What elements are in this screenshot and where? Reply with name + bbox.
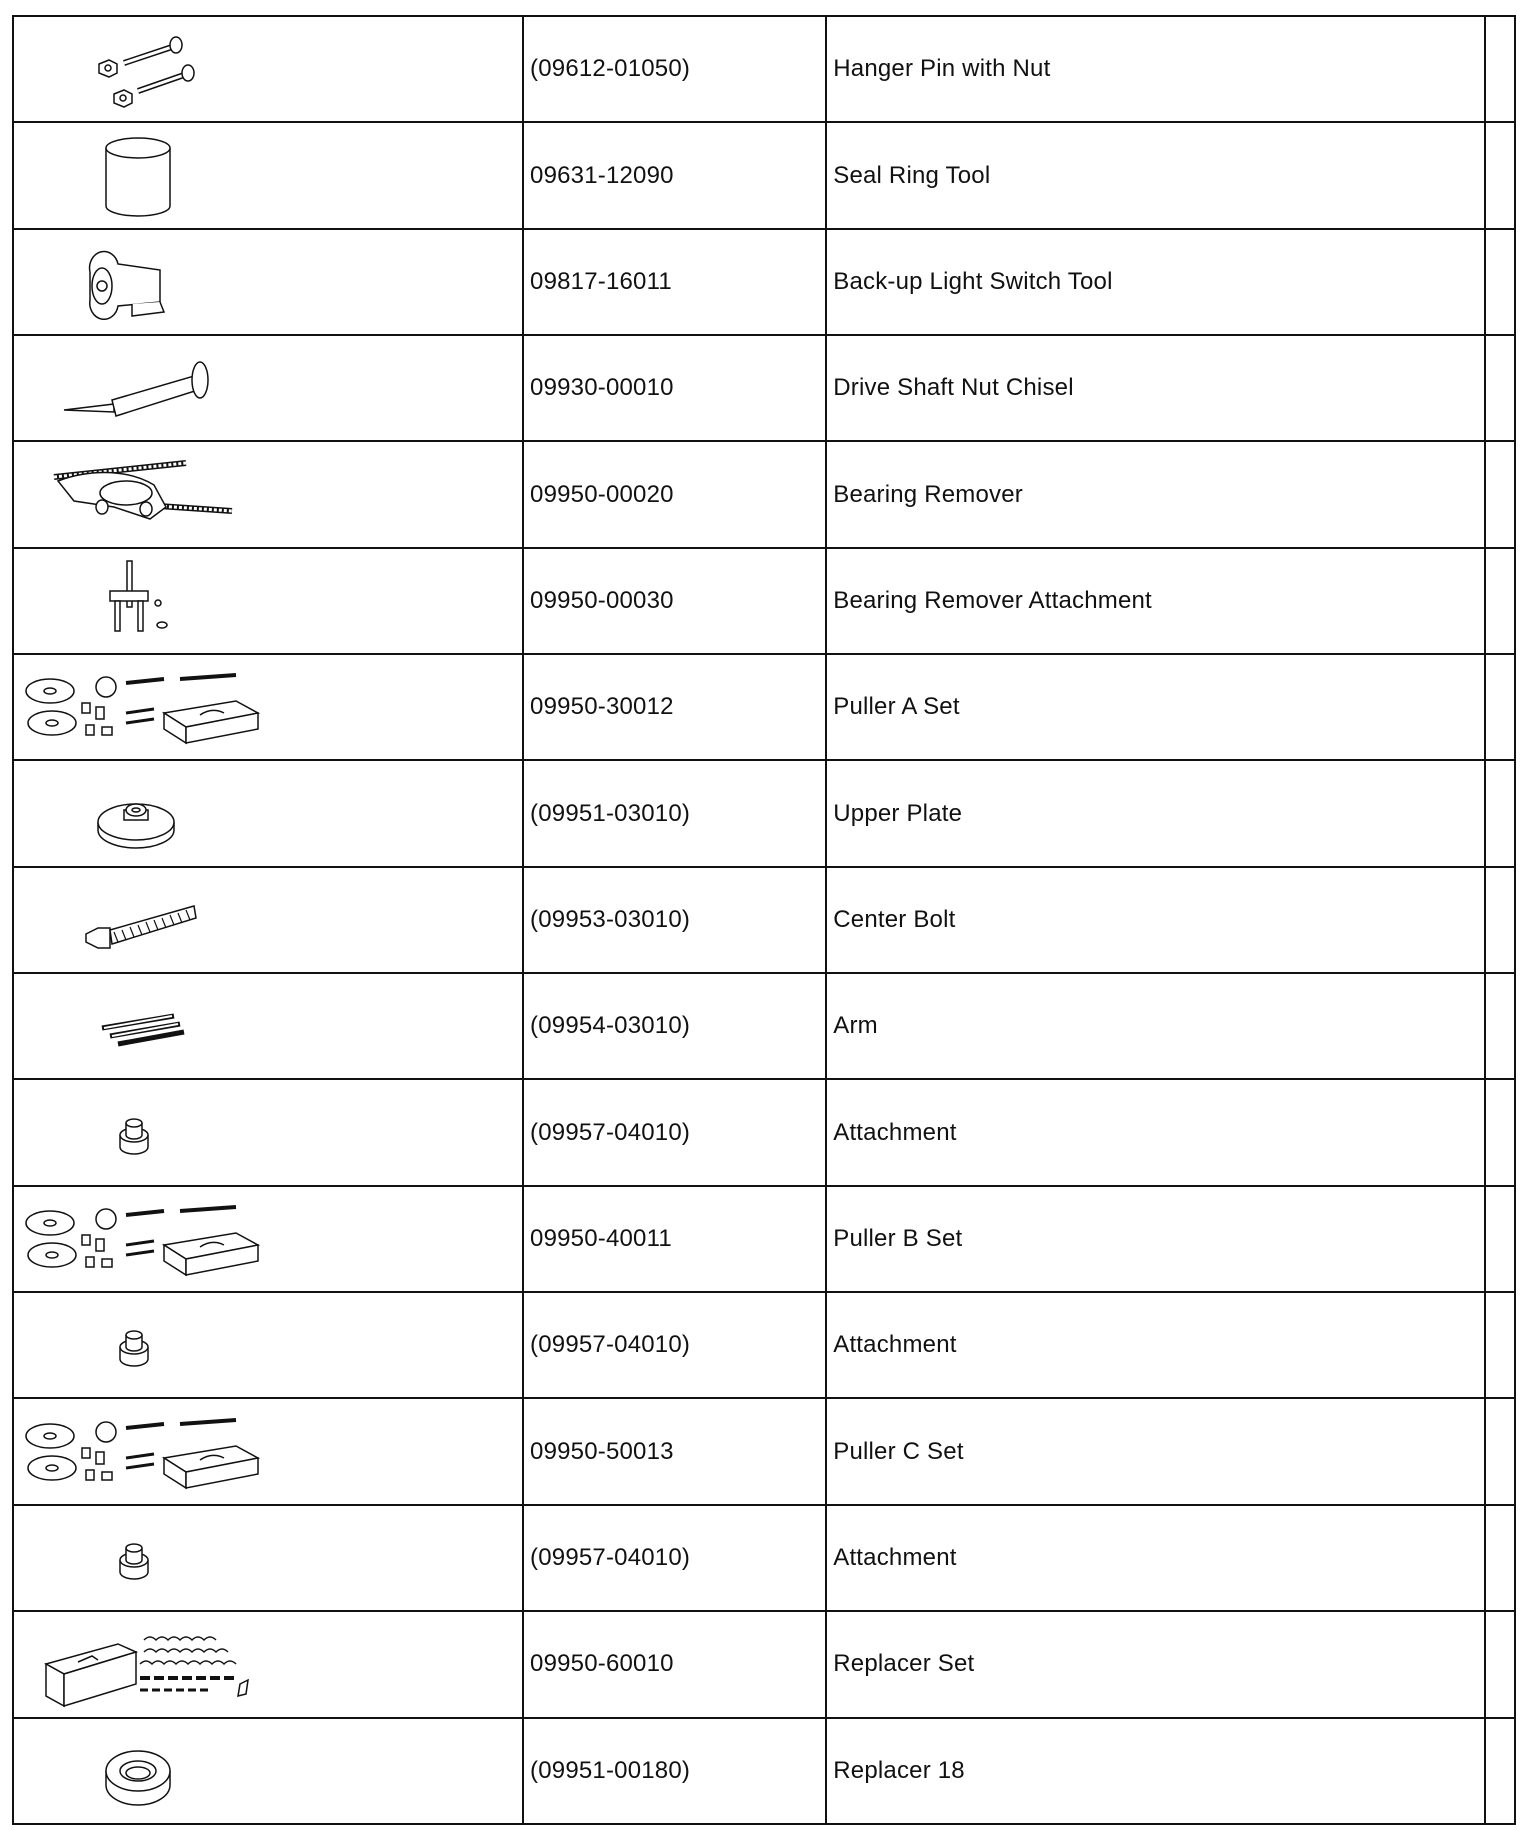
bearing-remover-attachment-icon bbox=[14, 551, 314, 651]
tool-description: Attachment bbox=[833, 1118, 957, 1146]
blank-cell bbox=[1485, 1079, 1515, 1185]
tool-description: Center Bolt bbox=[833, 905, 956, 933]
tool-description: Attachment bbox=[833, 1331, 957, 1359]
tool-description: Arm bbox=[833, 1012, 878, 1040]
table-row bbox=[13, 1398, 1515, 1504]
description-cell bbox=[826, 760, 1485, 866]
blank-cell bbox=[1485, 229, 1515, 335]
tool-image-cell bbox=[13, 867, 523, 973]
part-number: 09950-00030 bbox=[530, 586, 674, 614]
tool-image-cell bbox=[13, 122, 523, 228]
part-number-cell bbox=[523, 1611, 826, 1717]
description-cell bbox=[826, 335, 1485, 441]
part-number: 09930-00010 bbox=[530, 374, 674, 402]
tool-description: Bearing Remover Attachment bbox=[833, 586, 1152, 614]
hanger-pin-nut-icon bbox=[14, 19, 314, 119]
part-number: (09953-03010) bbox=[530, 905, 691, 933]
tool-image-cell bbox=[13, 1718, 523, 1825]
description-cell bbox=[826, 867, 1485, 973]
tool-image-cell bbox=[13, 760, 523, 866]
description-cell bbox=[826, 1398, 1485, 1504]
part-number: (09957-04010) bbox=[530, 1331, 691, 1359]
blank-cell bbox=[1485, 335, 1515, 441]
description-cell bbox=[826, 122, 1485, 228]
description-cell bbox=[826, 229, 1485, 335]
tool-description: Attachment bbox=[833, 1543, 957, 1571]
table-row bbox=[13, 1292, 1515, 1398]
table-row bbox=[13, 1718, 1515, 1825]
part-number: (09951-03010) bbox=[530, 799, 691, 827]
table-row bbox=[13, 335, 1515, 441]
tool-image-cell bbox=[13, 1186, 523, 1292]
tool-image-cell bbox=[13, 1505, 523, 1611]
table-row bbox=[13, 1186, 1515, 1292]
tool-description: Hanger Pin with Nut bbox=[833, 55, 1051, 83]
tool-description: Replacer Set bbox=[833, 1650, 975, 1678]
arm-icon bbox=[14, 976, 314, 1076]
part-number: (09612-01050) bbox=[530, 55, 691, 83]
description-cell bbox=[826, 1505, 1485, 1611]
part-number-cell bbox=[523, 335, 826, 441]
special-tools-table bbox=[12, 15, 1516, 1825]
tool-image-cell bbox=[13, 1611, 523, 1717]
description-cell bbox=[826, 1718, 1485, 1825]
tool-image-cell bbox=[13, 654, 523, 760]
description-cell bbox=[826, 1079, 1485, 1185]
table-row bbox=[13, 16, 1515, 122]
blank-cell bbox=[1485, 122, 1515, 228]
tool-image-cell bbox=[13, 548, 523, 654]
tool-image-cell bbox=[13, 1292, 523, 1398]
table-row bbox=[13, 760, 1515, 866]
tool-image-cell bbox=[13, 1398, 523, 1504]
part-number-cell bbox=[523, 760, 826, 866]
part-number: 09950-30012 bbox=[530, 693, 674, 721]
part-number-cell bbox=[523, 1505, 826, 1611]
table-row bbox=[13, 1505, 1515, 1611]
blank-cell bbox=[1485, 1398, 1515, 1504]
part-number-cell bbox=[523, 1718, 826, 1825]
part-number-cell bbox=[523, 1292, 826, 1398]
replacer-set-icon bbox=[14, 1614, 314, 1714]
puller-set-icon bbox=[14, 657, 314, 757]
description-cell bbox=[826, 16, 1485, 122]
backup-light-switch-tool-icon bbox=[14, 232, 314, 332]
blank-cell bbox=[1485, 1292, 1515, 1398]
description-cell bbox=[826, 654, 1485, 760]
part-number-cell bbox=[523, 16, 826, 122]
part-number: 09950-50013 bbox=[530, 1437, 674, 1465]
part-number-cell bbox=[523, 548, 826, 654]
blank-cell bbox=[1485, 441, 1515, 547]
table-row bbox=[13, 229, 1515, 335]
part-number: (09951-00180) bbox=[530, 1756, 691, 1784]
tool-description: Upper Plate bbox=[833, 799, 963, 827]
blank-cell bbox=[1485, 548, 1515, 654]
table-row bbox=[13, 654, 1515, 760]
upper-plate-icon bbox=[14, 764, 314, 864]
attachment-icon bbox=[14, 1508, 314, 1608]
blank-cell bbox=[1485, 1611, 1515, 1717]
attachment-icon bbox=[14, 1295, 314, 1395]
part-number: (09954-03010) bbox=[530, 1012, 691, 1040]
table-row bbox=[13, 1611, 1515, 1717]
tool-description: Puller A Set bbox=[833, 693, 960, 721]
part-number: (09957-04010) bbox=[530, 1543, 691, 1571]
part-number: 09950-40011 bbox=[530, 1224, 672, 1252]
part-number: 09631-12090 bbox=[530, 161, 674, 189]
part-number: 09950-60010 bbox=[530, 1650, 674, 1678]
tool-description: Puller B Set bbox=[833, 1224, 963, 1252]
description-cell bbox=[826, 441, 1485, 547]
description-cell bbox=[826, 973, 1485, 1079]
seal-ring-tool-icon bbox=[14, 126, 314, 226]
blank-cell bbox=[1485, 1505, 1515, 1611]
part-number: (09957-04010) bbox=[530, 1118, 691, 1146]
tool-description: Seal Ring Tool bbox=[833, 161, 991, 189]
tool-description: Bearing Remover bbox=[833, 480, 1023, 508]
table-row bbox=[13, 867, 1515, 973]
part-number-cell bbox=[523, 229, 826, 335]
bearing-remover-icon bbox=[14, 445, 314, 545]
blank-cell bbox=[1485, 760, 1515, 866]
part-number-cell bbox=[523, 122, 826, 228]
table-row bbox=[13, 1079, 1515, 1185]
blank-cell bbox=[1485, 1186, 1515, 1292]
blank-cell bbox=[1485, 973, 1515, 1079]
part-number-cell bbox=[523, 1079, 826, 1185]
part-number-cell bbox=[523, 1186, 826, 1292]
part-number-cell bbox=[523, 1398, 826, 1504]
tool-description: Puller C Set bbox=[833, 1437, 964, 1465]
part-number: 09817-16011 bbox=[530, 267, 672, 295]
tool-image-cell bbox=[13, 441, 523, 547]
puller-set-icon bbox=[14, 1189, 314, 1289]
attachment-icon bbox=[14, 1083, 314, 1183]
center-bolt-icon bbox=[14, 870, 314, 970]
tool-image-cell bbox=[13, 335, 523, 441]
blank-cell bbox=[1485, 16, 1515, 122]
tool-image-cell bbox=[13, 229, 523, 335]
description-cell bbox=[826, 1611, 1485, 1717]
part-number-cell bbox=[523, 441, 826, 547]
puller-set-icon bbox=[14, 1402, 314, 1502]
replacer-icon bbox=[14, 1721, 314, 1821]
table-row bbox=[13, 441, 1515, 547]
blank-cell bbox=[1485, 1718, 1515, 1825]
description-cell bbox=[826, 548, 1485, 654]
tool-description: Replacer 18 bbox=[833, 1756, 965, 1784]
tool-description: Back-up Light Switch Tool bbox=[833, 267, 1113, 295]
part-number-cell bbox=[523, 867, 826, 973]
part-number-cell bbox=[523, 973, 826, 1079]
part-number: 09950-00020 bbox=[530, 480, 674, 508]
table-row bbox=[13, 548, 1515, 654]
tool-image-cell bbox=[13, 16, 523, 122]
table-body bbox=[13, 16, 1515, 1824]
table-row bbox=[13, 122, 1515, 228]
drive-shaft-nut-chisel-icon bbox=[14, 338, 314, 438]
blank-cell bbox=[1485, 654, 1515, 760]
part-number-cell bbox=[523, 654, 826, 760]
table-row bbox=[13, 973, 1515, 1079]
tool-description: Drive Shaft Nut Chisel bbox=[833, 374, 1074, 402]
tool-image-cell bbox=[13, 973, 523, 1079]
tool-image-cell bbox=[13, 1079, 523, 1185]
description-cell bbox=[826, 1292, 1485, 1398]
description-cell bbox=[826, 1186, 1485, 1292]
blank-cell bbox=[1485, 867, 1515, 973]
